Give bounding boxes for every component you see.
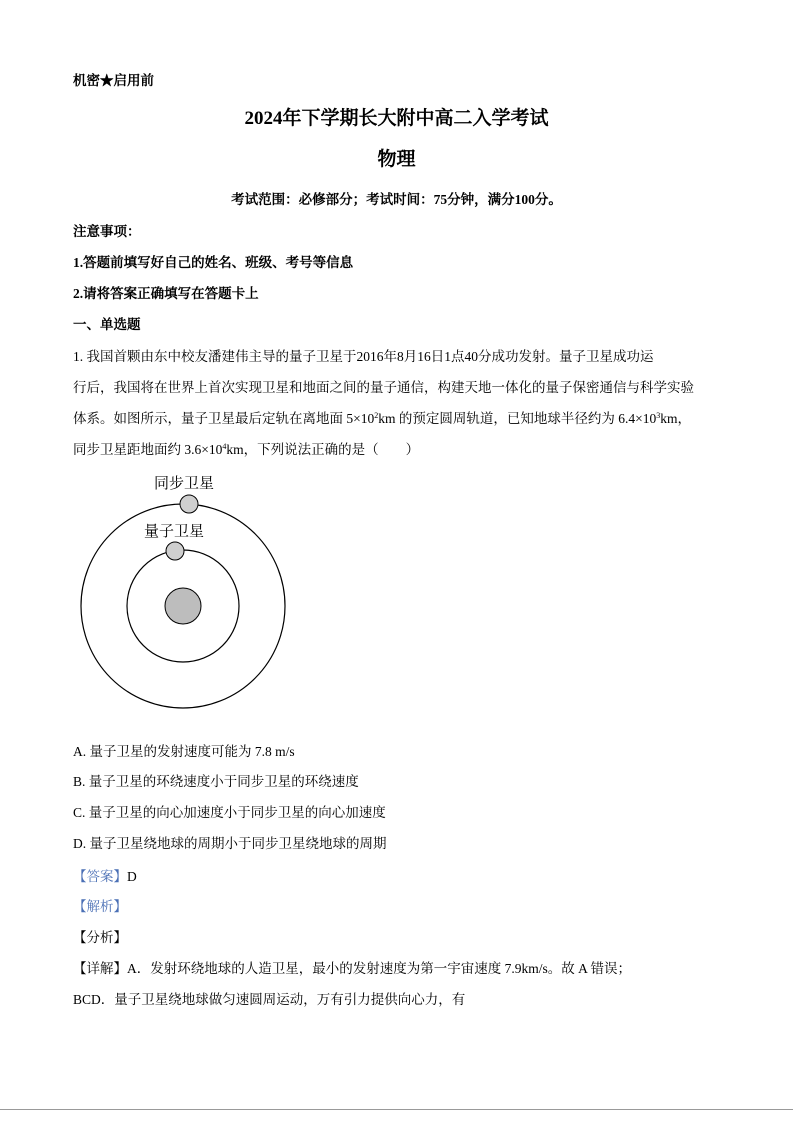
answer-line [73, 868, 137, 886]
exam-title: 2024年下学期长大附中高二入学考试 [244, 108, 549, 129]
sync-satellite-label: 同步卫星 [154, 474, 215, 492]
note-item-2: 2.请将答案正确填写在答题卡上 [73, 286, 259, 301]
option-d: D. 量子卫星绕地球的周期小于同步卫星绕地球的周期 [73, 836, 387, 851]
option-a: A. 量子卫星的发射速度可能为 7.8 m/s [73, 744, 295, 759]
question-1-line-2: 行后，我国将在世界上首次实现卫星和地面之间的量子通信，构建天地一体化的量子保密通信与科学实验 [73, 380, 694, 395]
section-title: 一、单选题 [73, 317, 141, 332]
detail-tag: 【详解】 [73, 961, 127, 976]
option-b: B. 量子卫星的环绕速度小于同步卫星的环绕速度 [73, 774, 359, 789]
confidential-mark: 机密★启用前 [73, 73, 154, 88]
page-bottom-divider [0, 1109, 793, 1110]
question-1-line-3: 体系。如图所示，量子卫星最后定轨在离地面 $5\times 10^2km$ 的预定圆周轨道，已知地球半径约为 $6.4\times 10^3km$， [73, 411, 692, 426]
earth-icon [165, 588, 201, 624]
question-1-line-4: 同步卫星距地面约 $3.6\times 10^4km$，下列说法正确的是（ ） [73, 442, 420, 457]
bcd-line: BCD．量子卫星绕地球做匀速圆周运动，万有引力提供向心力，有 [73, 992, 466, 1007]
detail-text: A．发射环绕地球的人造卫星，最小的发射速度为第一宇宙速度 7.9km/s。故 A 错误； [127, 961, 632, 976]
sync-satellite-icon [180, 495, 198, 513]
subject-title: 物理 [377, 149, 416, 170]
exam-scope: 考试范围：必修部分；考试时间：75分钟，满分100分。 [231, 192, 562, 207]
notes-heading: 注意事项： [73, 224, 141, 239]
note-item-1: 1.答题前填写好自己的姓名、班级、考号等信息 [73, 255, 354, 270]
fenxi-tag: 【分析】 [73, 930, 127, 945]
detail-line [73, 960, 631, 978]
option-c: C. 量子卫星的向心加速度小于同步卫星的向心加速度 [73, 805, 386, 820]
quantum-satellite-label: 量子卫星 [144, 522, 205, 540]
question-1-line-1: 1. 我国首颗由东中校友潘建伟主导的量子卫星于2016年8月16日1点40分成功发射。量子卫星成功运 [73, 349, 654, 364]
answer-tag: 【答案】 [73, 869, 127, 884]
answer-value: D [127, 869, 137, 884]
analysis-tag: 【解析】 [73, 899, 127, 914]
orbit-diagram [70, 466, 300, 716]
quantum-satellite-icon [166, 542, 184, 560]
